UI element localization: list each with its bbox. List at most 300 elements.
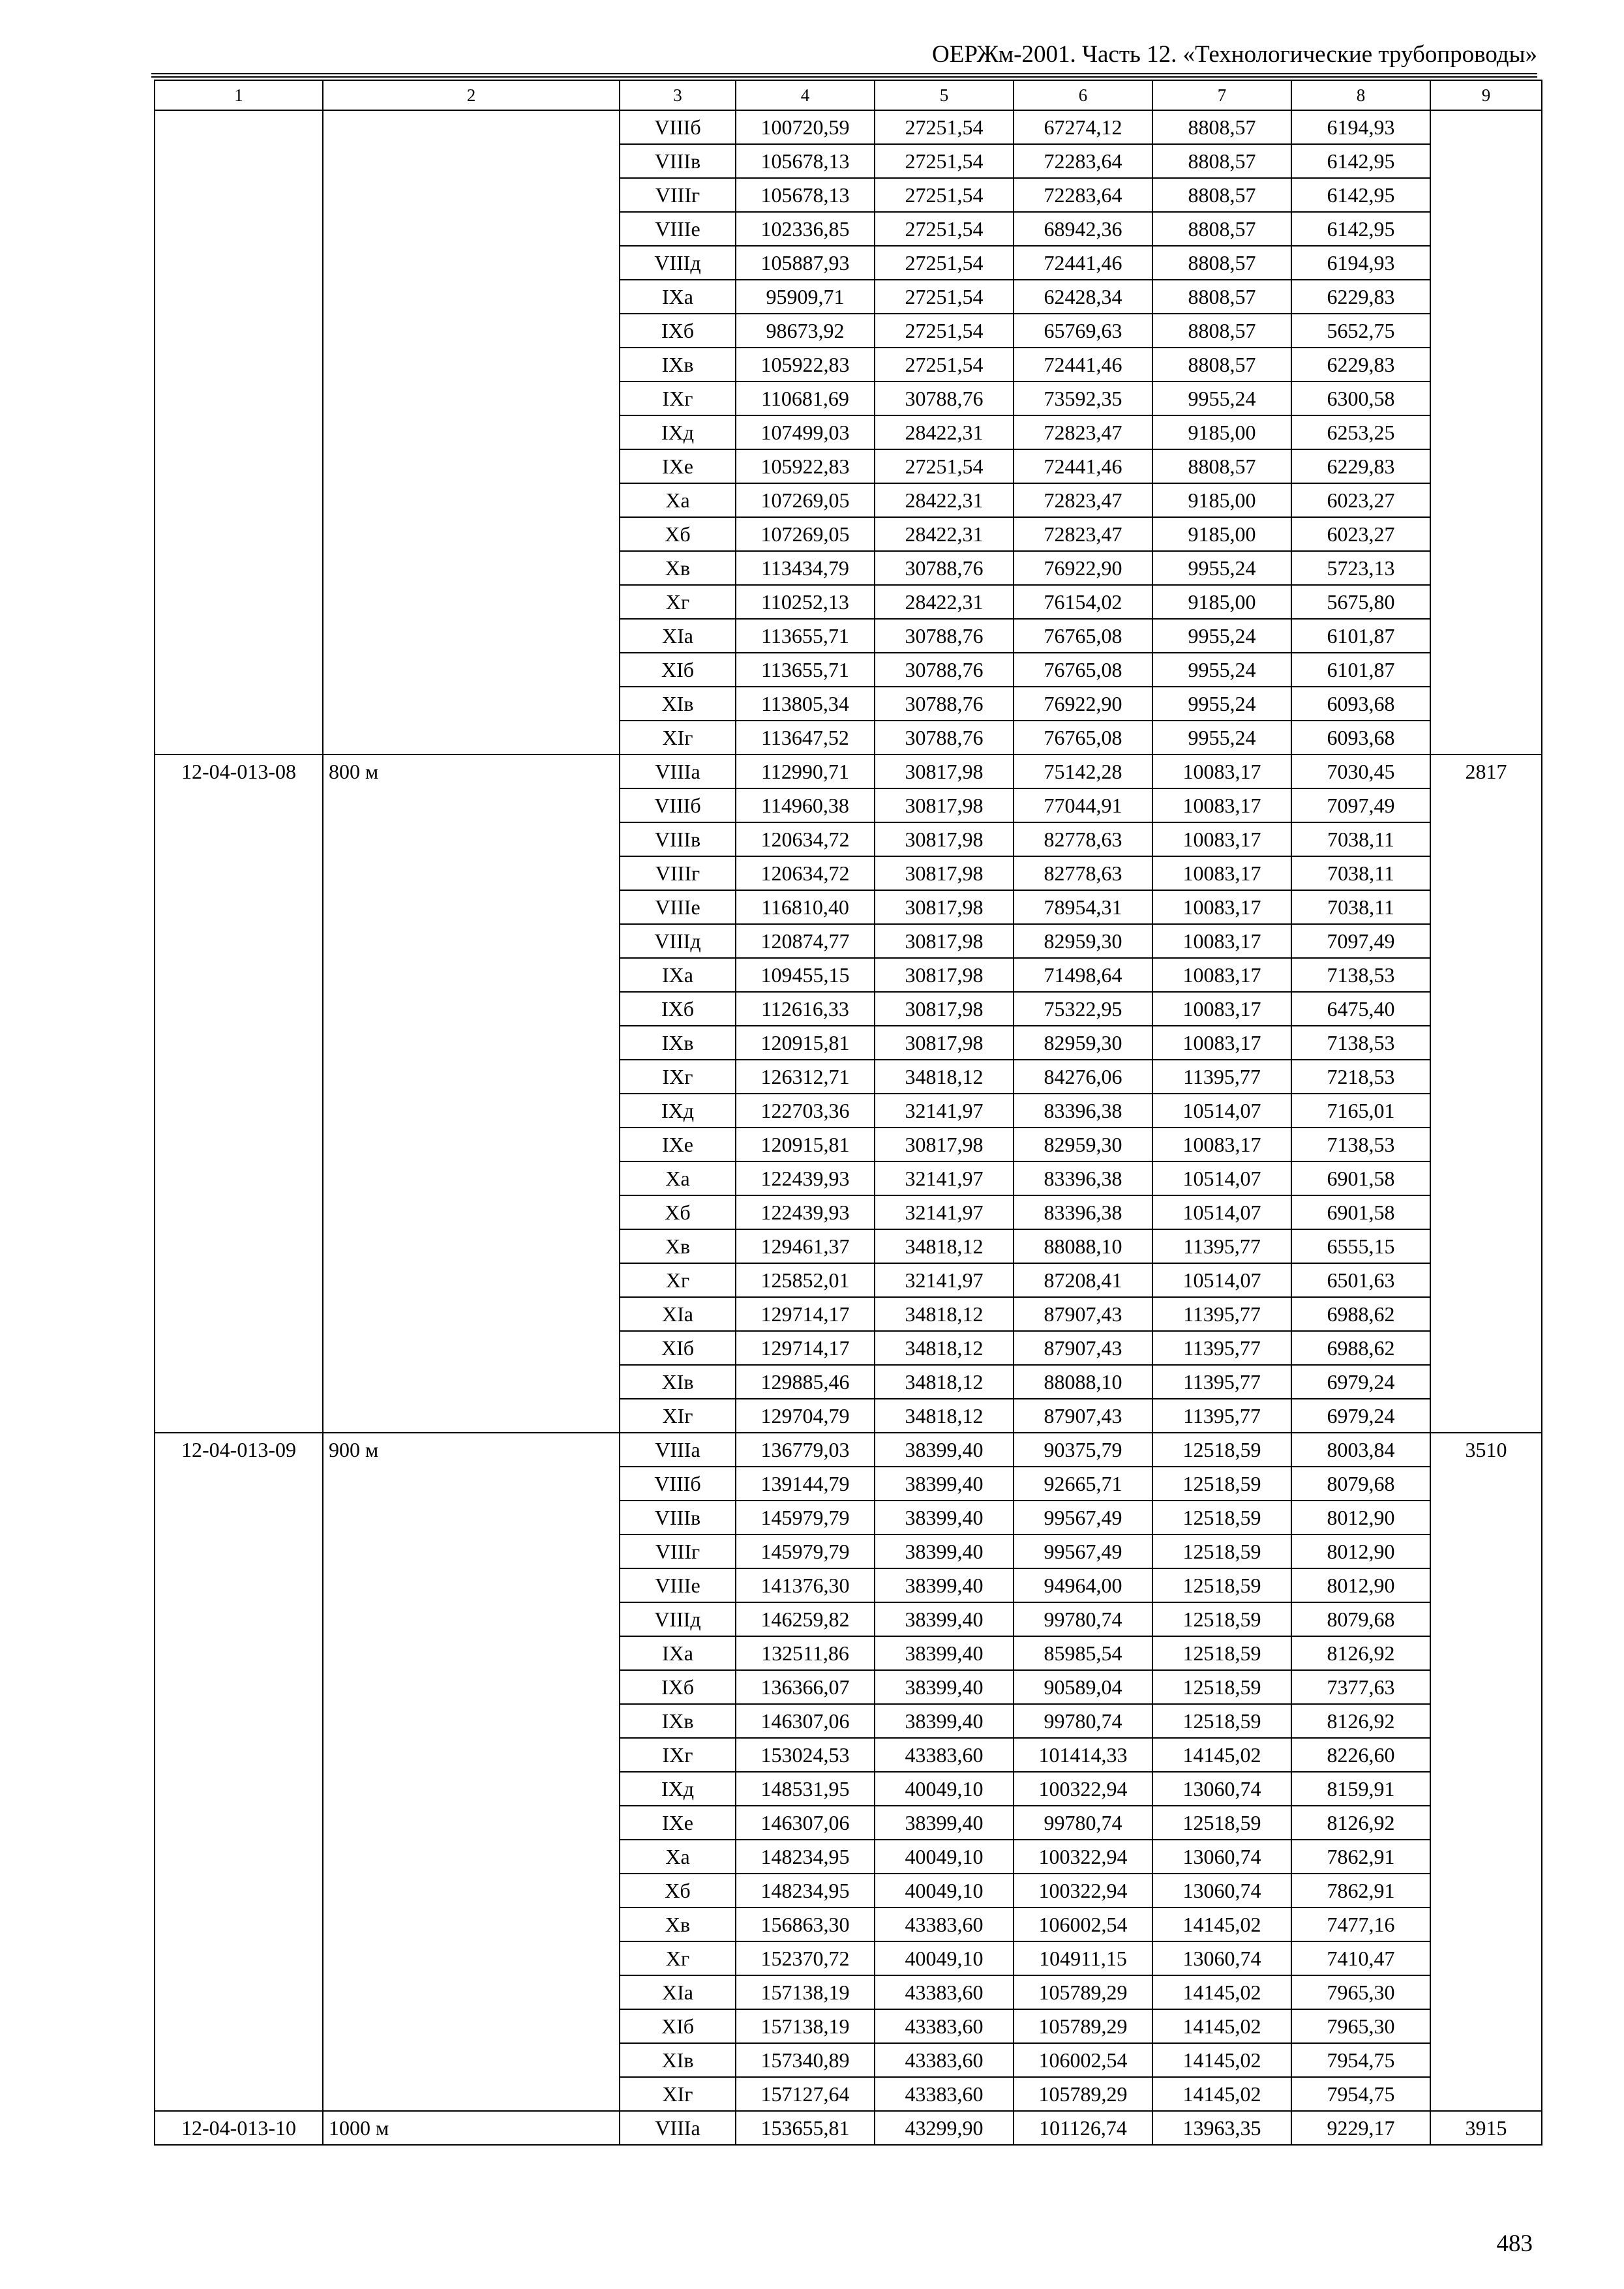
value-cell: 8808,57 <box>1152 212 1291 246</box>
value-cell: 38399,40 <box>875 1534 1014 1568</box>
value-cell: 8012,90 <box>1291 1501 1430 1534</box>
value-cell: 6501,63 <box>1291 1263 1430 1297</box>
value-cell: 14145,02 <box>1152 1908 1291 1941</box>
value-cell: 6194,93 <box>1291 246 1430 280</box>
value-cell: 30817,98 <box>875 1026 1014 1060</box>
value-cell: 67274,12 <box>1014 110 1152 144</box>
value-cell: 7138,53 <box>1291 1128 1430 1161</box>
value-cell: 120634,72 <box>736 856 875 890</box>
value-cell: 27251,54 <box>875 110 1014 144</box>
value-cell: 43383,60 <box>875 1908 1014 1941</box>
value-cell: 28422,31 <box>875 415 1014 449</box>
column-number-row <box>155 80 1542 110</box>
value-cell: 100720,59 <box>736 110 875 144</box>
rate-name: 800 м <box>323 755 620 1433</box>
class-cell: Xв <box>620 551 736 585</box>
value-cell: 5723,13 <box>1291 551 1430 585</box>
value-cell: 27251,54 <box>875 280 1014 314</box>
value-cell: 6142,95 <box>1291 144 1430 178</box>
value-cell: 27251,54 <box>875 314 1014 348</box>
value-cell: 12518,59 <box>1152 1568 1291 1602</box>
value-cell: 43383,60 <box>875 1738 1014 1772</box>
value-cell: 10083,17 <box>1152 755 1291 788</box>
value-cell: 34818,12 <box>875 1297 1014 1331</box>
value-cell: 148531,95 <box>736 1772 875 1806</box>
class-cell: Xб <box>620 1874 736 1908</box>
value-cell: 14145,02 <box>1152 1975 1291 2009</box>
value-cell: 105789,29 <box>1014 2009 1152 2043</box>
value-cell: 8808,57 <box>1152 110 1291 144</box>
value-cell: 88088,10 <box>1014 1229 1152 1263</box>
value-cell: 40049,10 <box>875 1874 1014 1908</box>
class-cell: VIIIе <box>620 212 736 246</box>
value-cell: 8079,68 <box>1291 1602 1430 1636</box>
value-cell: 6142,95 <box>1291 212 1430 246</box>
value-cell: 105789,29 <box>1014 2077 1152 2111</box>
value-cell: 6979,24 <box>1291 1399 1430 1433</box>
value-cell: 105678,13 <box>736 144 875 178</box>
value-cell: 10083,17 <box>1152 1128 1291 1161</box>
value-cell: 109455,15 <box>736 958 875 992</box>
value-cell: 7410,47 <box>1291 1941 1430 1975</box>
value-cell: 157340,89 <box>736 2043 875 2077</box>
rate-code <box>155 110 323 755</box>
value-cell: 76765,08 <box>1014 653 1152 687</box>
value-cell: 6555,15 <box>1291 1229 1430 1263</box>
value-cell: 7165,01 <box>1291 1094 1430 1128</box>
value-cell: 90375,79 <box>1014 1433 1152 1467</box>
value-cell: 112990,71 <box>736 755 875 788</box>
class-cell: VIIIг <box>620 178 736 212</box>
value-cell: 38399,40 <box>875 1670 1014 1704</box>
value-cell: 113434,79 <box>736 551 875 585</box>
value-cell: 113655,71 <box>736 653 875 687</box>
table-row <box>155 2111 1542 2145</box>
value-cell: 72283,64 <box>1014 144 1152 178</box>
value-cell: 6253,25 <box>1291 415 1430 449</box>
value-cell: 126312,71 <box>736 1060 875 1094</box>
value-cell: 40049,10 <box>875 1941 1014 1975</box>
class-cell: XIб <box>620 2009 736 2043</box>
value-cell: 82778,63 <box>1014 822 1152 856</box>
value-cell: 106002,54 <box>1014 2043 1152 2077</box>
value-cell: 38399,40 <box>875 1433 1014 1467</box>
header-rule <box>151 73 1537 78</box>
value-cell: 7862,91 <box>1291 1874 1430 1908</box>
value-cell: 8126,92 <box>1291 1704 1430 1738</box>
value-cell: 8126,92 <box>1291 1806 1430 1840</box>
value-cell: 30817,98 <box>875 992 1014 1026</box>
class-cell: IXа <box>620 1636 736 1670</box>
value-cell: 14145,02 <box>1152 2077 1291 2111</box>
value-cell: 30817,98 <box>875 1128 1014 1161</box>
value-cell: 38399,40 <box>875 1501 1014 1534</box>
value-cell: 72441,46 <box>1014 246 1152 280</box>
value-cell: 112616,33 <box>736 992 875 1026</box>
value-cell: 101414,33 <box>1014 1738 1152 1772</box>
column-number: 1 <box>155 80 323 110</box>
value-cell: 76765,08 <box>1014 721 1152 755</box>
value-cell: 30817,98 <box>875 890 1014 924</box>
value-cell: 40049,10 <box>875 1840 1014 1874</box>
value-cell: 105922,83 <box>736 449 875 483</box>
value-cell: 145979,79 <box>736 1501 875 1534</box>
value-cell: 43299,90 <box>875 2111 1014 2145</box>
rate-name: 900 м <box>323 1433 620 2111</box>
class-cell: IXе <box>620 449 736 483</box>
value-cell: 100322,94 <box>1014 1874 1152 1908</box>
class-cell: XIа <box>620 1975 736 2009</box>
value-cell: 120634,72 <box>736 822 875 856</box>
value-cell: 77044,91 <box>1014 788 1152 822</box>
value-cell: 87907,43 <box>1014 1399 1152 1433</box>
value-cell: 7954,75 <box>1291 2043 1430 2077</box>
value-cell: 113655,71 <box>736 619 875 653</box>
value-cell: 13060,74 <box>1152 1941 1291 1975</box>
class-cell: Xг <box>620 1263 736 1297</box>
value-cell: 30788,76 <box>875 687 1014 721</box>
value-cell: 72283,64 <box>1014 178 1152 212</box>
value-cell: 10083,17 <box>1152 890 1291 924</box>
value-cell: 73592,35 <box>1014 382 1152 415</box>
value-cell: 10083,17 <box>1152 1026 1291 1060</box>
value-cell: 110681,69 <box>736 382 875 415</box>
value-cell: 82959,30 <box>1014 924 1152 958</box>
value-cell: 110252,13 <box>736 585 875 619</box>
value-cell: 132511,86 <box>736 1636 875 1670</box>
value-cell: 7218,53 <box>1291 1060 1430 1094</box>
class-cell: Xа <box>620 1840 736 1874</box>
value-cell: 87208,41 <box>1014 1263 1152 1297</box>
value-cell: 9955,24 <box>1152 551 1291 585</box>
class-cell: VIIIб <box>620 110 736 144</box>
value-cell: 145979,79 <box>736 1534 875 1568</box>
value-cell: 146307,06 <box>736 1806 875 1840</box>
value-cell: 11395,77 <box>1152 1331 1291 1365</box>
rate-code: 12-04-013-10 <box>155 2111 323 2145</box>
class-cell: VIIIг <box>620 856 736 890</box>
value-cell: 38399,40 <box>875 1636 1014 1670</box>
value-cell: 99567,49 <box>1014 1534 1152 1568</box>
value-cell: 12518,59 <box>1152 1534 1291 1568</box>
value-cell: 10083,17 <box>1152 958 1291 992</box>
class-cell: XIв <box>620 2043 736 2077</box>
value-cell: 95909,71 <box>736 280 875 314</box>
value-cell: 14145,02 <box>1152 2009 1291 2043</box>
value-cell: 146307,06 <box>736 1704 875 1738</box>
value-cell: 12518,59 <box>1152 1467 1291 1501</box>
class-cell: Xг <box>620 1941 736 1975</box>
value-cell: 8808,57 <box>1152 314 1291 348</box>
value-cell: 27251,54 <box>875 144 1014 178</box>
value-cell: 5652,75 <box>1291 314 1430 348</box>
value-cell: 99780,74 <box>1014 1602 1152 1636</box>
value-cell: 43383,60 <box>875 2077 1014 2111</box>
value-cell: 7138,53 <box>1291 1026 1430 1060</box>
value-cell: 113805,34 <box>736 687 875 721</box>
value-cell: 120874,77 <box>736 924 875 958</box>
value-cell: 8012,90 <box>1291 1534 1430 1568</box>
value-cell: 107269,05 <box>736 517 875 551</box>
value-cell: 8126,92 <box>1291 1636 1430 1670</box>
value-cell: 30817,98 <box>875 924 1014 958</box>
value-cell: 27251,54 <box>875 212 1014 246</box>
value-cell: 8226,60 <box>1291 1738 1430 1772</box>
value-cell: 10083,17 <box>1152 788 1291 822</box>
value-cell: 7862,91 <box>1291 1840 1430 1874</box>
class-cell: Xв <box>620 1908 736 1941</box>
value-cell: 11395,77 <box>1152 1060 1291 1094</box>
value-cell: 92665,71 <box>1014 1467 1152 1501</box>
value-cell: 84276,06 <box>1014 1060 1152 1094</box>
value-cell: 100322,94 <box>1014 1772 1152 1806</box>
value-cell: 30788,76 <box>875 551 1014 585</box>
class-cell: VIIIе <box>620 890 736 924</box>
value-cell: 90589,04 <box>1014 1670 1152 1704</box>
value-cell: 9185,00 <box>1152 415 1291 449</box>
value-cell: 105678,13 <box>736 178 875 212</box>
value-cell: 88088,10 <box>1014 1365 1152 1399</box>
value-cell: 14145,02 <box>1152 2043 1291 2077</box>
value-cell: 30788,76 <box>875 382 1014 415</box>
value-cell: 6194,93 <box>1291 110 1430 144</box>
value-cell: 101126,74 <box>1014 2111 1152 2145</box>
value-cell: 10083,17 <box>1152 992 1291 1026</box>
value-cell: 85985,54 <box>1014 1636 1152 1670</box>
value-cell: 12518,59 <box>1152 1806 1291 1840</box>
value-cell: 136366,07 <box>736 1670 875 1704</box>
value-cell: 9185,00 <box>1152 585 1291 619</box>
column-number: 9 <box>1430 80 1542 110</box>
value-cell: 7138,53 <box>1291 958 1430 992</box>
class-cell: VIIIд <box>620 246 736 280</box>
table-row <box>155 1433 1542 1467</box>
value-cell: 129885,46 <box>736 1365 875 1399</box>
value-cell: 8808,57 <box>1152 348 1291 382</box>
class-cell: XIб <box>620 653 736 687</box>
column-number: 7 <box>1152 80 1291 110</box>
value-cell: 8159,91 <box>1291 1772 1430 1806</box>
value-cell: 12518,59 <box>1152 1433 1291 1467</box>
value-cell: 8808,57 <box>1152 144 1291 178</box>
page-number: 483 <box>1496 2230 1533 2257</box>
value-cell: 8012,90 <box>1291 1568 1430 1602</box>
running-header: ОЕРЖм-2001. Часть 12. «Технологические трубопроводы» <box>932 41 1537 68</box>
value-cell: 12518,59 <box>1152 1501 1291 1534</box>
value-cell: 76765,08 <box>1014 619 1152 653</box>
rates-table <box>154 80 1542 2146</box>
value-cell: 10514,07 <box>1152 1263 1291 1297</box>
value-cell: 38399,40 <box>875 1806 1014 1840</box>
value-cell: 13060,74 <box>1152 1772 1291 1806</box>
value-cell: 148234,95 <box>736 1874 875 1908</box>
class-cell: Xб <box>620 1195 736 1229</box>
value-cell: 82778,63 <box>1014 856 1152 890</box>
value-cell: 6023,27 <box>1291 483 1430 517</box>
value-cell: 87907,43 <box>1014 1297 1152 1331</box>
table-row <box>155 755 1542 788</box>
value-cell: 129704,79 <box>736 1399 875 1433</box>
value-cell: 6988,62 <box>1291 1331 1430 1365</box>
class-cell: IXг <box>620 1738 736 1772</box>
class-cell: Xв <box>620 1229 736 1263</box>
value-cell: 6901,58 <box>1291 1161 1430 1195</box>
value-cell: 30817,98 <box>875 958 1014 992</box>
value-cell: 6093,68 <box>1291 687 1430 721</box>
value-cell: 106002,54 <box>1014 1908 1152 1941</box>
value-cell: 27251,54 <box>875 449 1014 483</box>
value-cell: 8808,57 <box>1152 178 1291 212</box>
rate-code: 12-04-013-09 <box>155 1433 323 2111</box>
value-cell: 99780,74 <box>1014 1806 1152 1840</box>
value-cell: 28422,31 <box>875 483 1014 517</box>
value-cell: 65769,63 <box>1014 314 1152 348</box>
class-cell: VIIIв <box>620 822 736 856</box>
class-cell: XIа <box>620 619 736 653</box>
value-cell: 72823,47 <box>1014 415 1152 449</box>
value-cell: 72823,47 <box>1014 517 1152 551</box>
class-cell: VIIIа <box>620 755 736 788</box>
column-number: 5 <box>875 80 1014 110</box>
value-cell: 6142,95 <box>1291 178 1430 212</box>
class-cell: IXа <box>620 280 736 314</box>
value-cell: 10083,17 <box>1152 822 1291 856</box>
value-cell: 8808,57 <box>1152 246 1291 280</box>
value-cell: 139144,79 <box>736 1467 875 1501</box>
value-cell: 30817,98 <box>875 822 1014 856</box>
column-number: 8 <box>1291 80 1430 110</box>
value-cell: 7965,30 <box>1291 2009 1430 2043</box>
class-cell: XIг <box>620 721 736 755</box>
value-cell: 8003,84 <box>1291 1433 1430 1467</box>
rate-col9: 3510 <box>1430 1433 1542 2111</box>
value-cell: 30817,98 <box>875 788 1014 822</box>
value-cell: 30788,76 <box>875 721 1014 755</box>
class-cell: IXв <box>620 348 736 382</box>
value-cell: 78954,31 <box>1014 890 1152 924</box>
value-cell: 105922,83 <box>736 348 875 382</box>
value-cell: 83396,38 <box>1014 1161 1152 1195</box>
class-cell: VIIIб <box>620 788 736 822</box>
value-cell: 34818,12 <box>875 1060 1014 1094</box>
value-cell: 102336,85 <box>736 212 875 246</box>
value-cell: 107269,05 <box>736 483 875 517</box>
value-cell: 129461,37 <box>736 1229 875 1263</box>
value-cell: 8808,57 <box>1152 280 1291 314</box>
value-cell: 7097,49 <box>1291 924 1430 958</box>
value-cell: 76922,90 <box>1014 551 1152 585</box>
column-number: 6 <box>1014 80 1152 110</box>
value-cell: 152370,72 <box>736 1941 875 1975</box>
column-number: 3 <box>620 80 736 110</box>
class-cell: XIв <box>620 687 736 721</box>
value-cell: 13963,35 <box>1152 2111 1291 2145</box>
rate-col9: 2817 <box>1430 755 1542 1433</box>
value-cell: 153655,81 <box>736 2111 875 2145</box>
value-cell: 120915,81 <box>736 1128 875 1161</box>
value-cell: 141376,30 <box>736 1568 875 1602</box>
value-cell: 7038,11 <box>1291 890 1430 924</box>
value-cell: 157138,19 <box>736 2009 875 2043</box>
class-cell: VIIIв <box>620 144 736 178</box>
class-cell: XIа <box>620 1297 736 1331</box>
value-cell: 38399,40 <box>875 1467 1014 1501</box>
value-cell: 9955,24 <box>1152 653 1291 687</box>
class-cell: Xа <box>620 483 736 517</box>
value-cell: 12518,59 <box>1152 1670 1291 1704</box>
value-cell: 7954,75 <box>1291 2077 1430 2111</box>
value-cell: 136779,03 <box>736 1433 875 1467</box>
value-cell: 7038,11 <box>1291 856 1430 890</box>
value-cell: 107499,03 <box>736 415 875 449</box>
value-cell: 10514,07 <box>1152 1094 1291 1128</box>
class-cell: VIIIе <box>620 1568 736 1602</box>
value-cell: 72441,46 <box>1014 348 1152 382</box>
value-cell: 120915,81 <box>736 1026 875 1060</box>
value-cell: 113647,52 <box>736 721 875 755</box>
value-cell: 14145,02 <box>1152 1738 1291 1772</box>
value-cell: 13060,74 <box>1152 1840 1291 1874</box>
class-cell: IXв <box>620 1026 736 1060</box>
class-cell: VIIIв <box>620 1501 736 1534</box>
value-cell: 7377,63 <box>1291 1670 1430 1704</box>
value-cell: 27251,54 <box>875 246 1014 280</box>
class-cell: Xа <box>620 1161 736 1195</box>
value-cell: 82959,30 <box>1014 1026 1152 1060</box>
class-cell: Xг <box>620 585 736 619</box>
value-cell: 12518,59 <box>1152 1602 1291 1636</box>
value-cell: 30788,76 <box>875 653 1014 687</box>
value-cell: 8079,68 <box>1291 1467 1430 1501</box>
value-cell: 27251,54 <box>875 178 1014 212</box>
value-cell: 6229,83 <box>1291 348 1430 382</box>
value-cell: 83396,38 <box>1014 1094 1152 1128</box>
value-cell: 38399,40 <box>875 1568 1014 1602</box>
value-cell: 71498,64 <box>1014 958 1152 992</box>
class-cell: VIIIа <box>620 2111 736 2145</box>
value-cell: 114960,38 <box>736 788 875 822</box>
value-cell: 9185,00 <box>1152 483 1291 517</box>
value-cell: 12518,59 <box>1152 1704 1291 1738</box>
class-cell: VIIIд <box>620 1602 736 1636</box>
value-cell: 32141,97 <box>875 1195 1014 1229</box>
value-cell: 157138,19 <box>736 1975 875 2009</box>
value-cell: 7477,16 <box>1291 1908 1430 1941</box>
value-cell: 32141,97 <box>875 1094 1014 1128</box>
value-cell: 11395,77 <box>1152 1365 1291 1399</box>
value-cell: 122439,93 <box>736 1195 875 1229</box>
value-cell: 157127,64 <box>736 2077 875 2111</box>
class-cell: IXб <box>620 1670 736 1704</box>
value-cell: 99567,49 <box>1014 1501 1152 1534</box>
class-cell: IXе <box>620 1128 736 1161</box>
table-body <box>155 80 1542 2145</box>
value-cell: 32141,97 <box>875 1161 1014 1195</box>
value-cell: 125852,01 <box>736 1263 875 1297</box>
value-cell: 105789,29 <box>1014 1975 1152 2009</box>
value-cell: 6229,83 <box>1291 449 1430 483</box>
value-cell: 34818,12 <box>875 1365 1014 1399</box>
value-cell: 98673,92 <box>736 314 875 348</box>
value-cell: 72823,47 <box>1014 483 1152 517</box>
value-cell: 9955,24 <box>1152 721 1291 755</box>
class-cell: IXд <box>620 415 736 449</box>
class-cell: IXг <box>620 1060 736 1094</box>
value-cell: 27251,54 <box>875 348 1014 382</box>
rate-col9: 3915 <box>1430 2111 1542 2145</box>
class-cell: XIб <box>620 1331 736 1365</box>
rate-col9 <box>1430 110 1542 755</box>
